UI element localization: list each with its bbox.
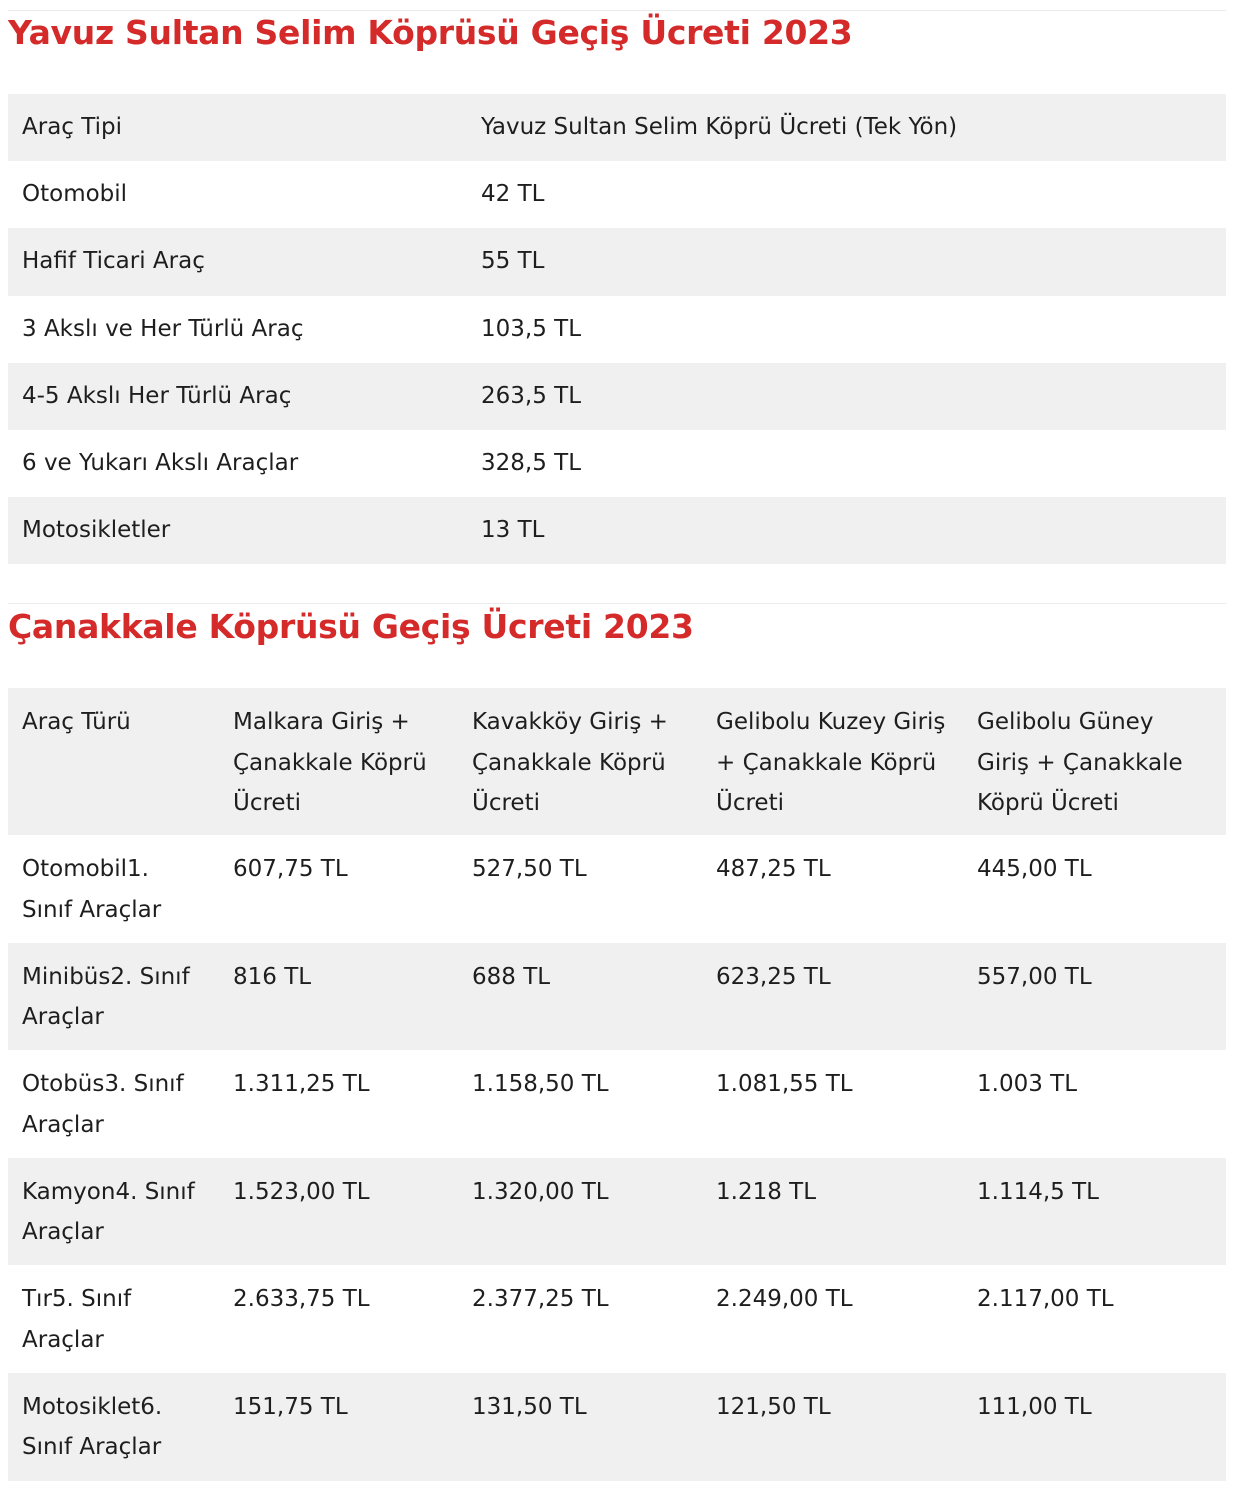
table-row: [8, 228, 1226, 295]
heading-canakkale: Çanakkale Köprüsü Geçiş Ücreti 2023: [8, 607, 694, 646]
vehicle-class-cell: Otomobil1. Sınıf Araçlar: [8, 835, 219, 943]
malkara-fee-cell: 151,75 TL: [219, 1373, 458, 1481]
column-header-gelibolu-guney: Gelibolu Güney Giriş + Çanakkale Köprü Ücreti: [963, 688, 1226, 835]
vehicle-class-cell: Otobüs3. Sınıf Araçlar: [8, 1050, 219, 1158]
gelibolu-kuzey-fee-cell: 487,25 TL: [702, 835, 963, 943]
gelibolu-kuzey-fee-cell: 1.081,55 TL: [702, 1050, 963, 1158]
gelibolu-guney-fee-cell: 1.003 TL: [963, 1050, 1226, 1158]
vehicle-type-cell: Motosikletler: [8, 497, 467, 564]
table-row: [8, 161, 1226, 228]
vehicle-class-cell: Motosiklet6. Sınıf Araçlar: [8, 1373, 219, 1481]
malkara-fee-cell: 1.311,25 TL: [219, 1050, 458, 1158]
gelibolu-kuzey-fee-cell: 1.218 TL: [702, 1158, 963, 1266]
gelibolu-guney-fee-cell: 111,00 TL: [963, 1373, 1226, 1481]
table-row: [8, 835, 1226, 943]
gelibolu-guney-fee-cell: 445,00 TL: [963, 835, 1226, 943]
malkara-fee-cell: 2.633,75 TL: [219, 1265, 458, 1373]
gelibolu-kuzey-fee-cell: 2.249,00 TL: [702, 1265, 963, 1373]
table-yavuz-sultan-selim-fees: [8, 94, 1226, 564]
table-row: [8, 1158, 1226, 1266]
fee-cell: 42 TL: [467, 161, 1226, 228]
kavakkoy-fee-cell: 527,50 TL: [458, 835, 702, 943]
table-canakkale-fees: [8, 688, 1226, 1481]
column-header-vehicle-class: Araç Türü: [8, 688, 219, 835]
vehicle-type-cell: 6 ve Yukarı Akslı Araçlar: [8, 430, 467, 497]
gelibolu-guney-fee-cell: 557,00 TL: [963, 943, 1226, 1051]
table-row: [8, 430, 1226, 497]
kavakkoy-fee-cell: 1.320,00 TL: [458, 1158, 702, 1266]
kavakkoy-fee-cell: 1.158,50 TL: [458, 1050, 702, 1158]
kavakkoy-fee-cell: 688 TL: [458, 943, 702, 1051]
vehicle-type-cell: Otomobil: [8, 161, 467, 228]
malkara-fee-cell: 1.523,00 TL: [219, 1158, 458, 1266]
gelibolu-guney-fee-cell: 2.117,00 TL: [963, 1265, 1226, 1373]
gelibolu-guney-fee-cell: 1.114,5 TL: [963, 1158, 1226, 1266]
kavakkoy-fee-cell: 2.377,25 TL: [458, 1265, 702, 1373]
table-row: [8, 1373, 1226, 1481]
table-header-row: [8, 688, 1226, 835]
table-row: [8, 497, 1226, 564]
table-header-row: [8, 94, 1226, 161]
table-row: [8, 943, 1226, 1051]
fee-cell: 13 TL: [467, 497, 1226, 564]
column-header-fee: Yavuz Sultan Selim Köprü Ücreti (Tek Yön): [467, 94, 1226, 161]
table-row: [8, 1265, 1226, 1373]
fee-cell: 55 TL: [467, 228, 1226, 295]
kavakkoy-fee-cell: 131,50 TL: [458, 1373, 702, 1481]
vehicle-type-cell: 4-5 Akslı Her Türlü Araç: [8, 363, 467, 430]
heading-yavuz-sultan-selim: Yavuz Sultan Selim Köprüsü Geçiş Ücreti 2023: [8, 13, 853, 52]
gelibolu-kuzey-fee-cell: 121,50 TL: [702, 1373, 963, 1481]
table-row: [8, 1050, 1226, 1158]
vehicle-type-cell: Hafif Ticari Araç: [8, 228, 467, 295]
vehicle-class-cell: Kamyon4. Sınıf Araçlar: [8, 1158, 219, 1266]
table-row: [8, 363, 1226, 430]
gelibolu-kuzey-fee-cell: 623,25 TL: [702, 943, 963, 1051]
fee-cell: 328,5 TL: [467, 430, 1226, 497]
fee-cell: 103,5 TL: [467, 296, 1226, 363]
column-header-vehicle-type: Araç Tipi: [8, 94, 467, 161]
vehicle-class-cell: Tır5. Sınıf Araçlar: [8, 1265, 219, 1373]
malkara-fee-cell: 607,75 TL: [219, 835, 458, 943]
fee-cell: 263,5 TL: [467, 363, 1226, 430]
vehicle-type-cell: 3 Akslı ve Her Türlü Araç: [8, 296, 467, 363]
column-header-kavakkoy: Kavakköy Giriş + Çanakkale Köprü Ücreti: [458, 688, 702, 835]
vehicle-class-cell: Minibüs2. Sınıf Araçlar: [8, 943, 219, 1051]
column-header-gelibolu-kuzey: Gelibolu Kuzey Giriş + Çanakkale Köprü Ücreti: [702, 688, 963, 835]
table-row: [8, 296, 1226, 363]
column-header-malkara: Malkara Giriş + Çanakkale Köprü Ücreti: [219, 688, 458, 835]
malkara-fee-cell: 816 TL: [219, 943, 458, 1051]
